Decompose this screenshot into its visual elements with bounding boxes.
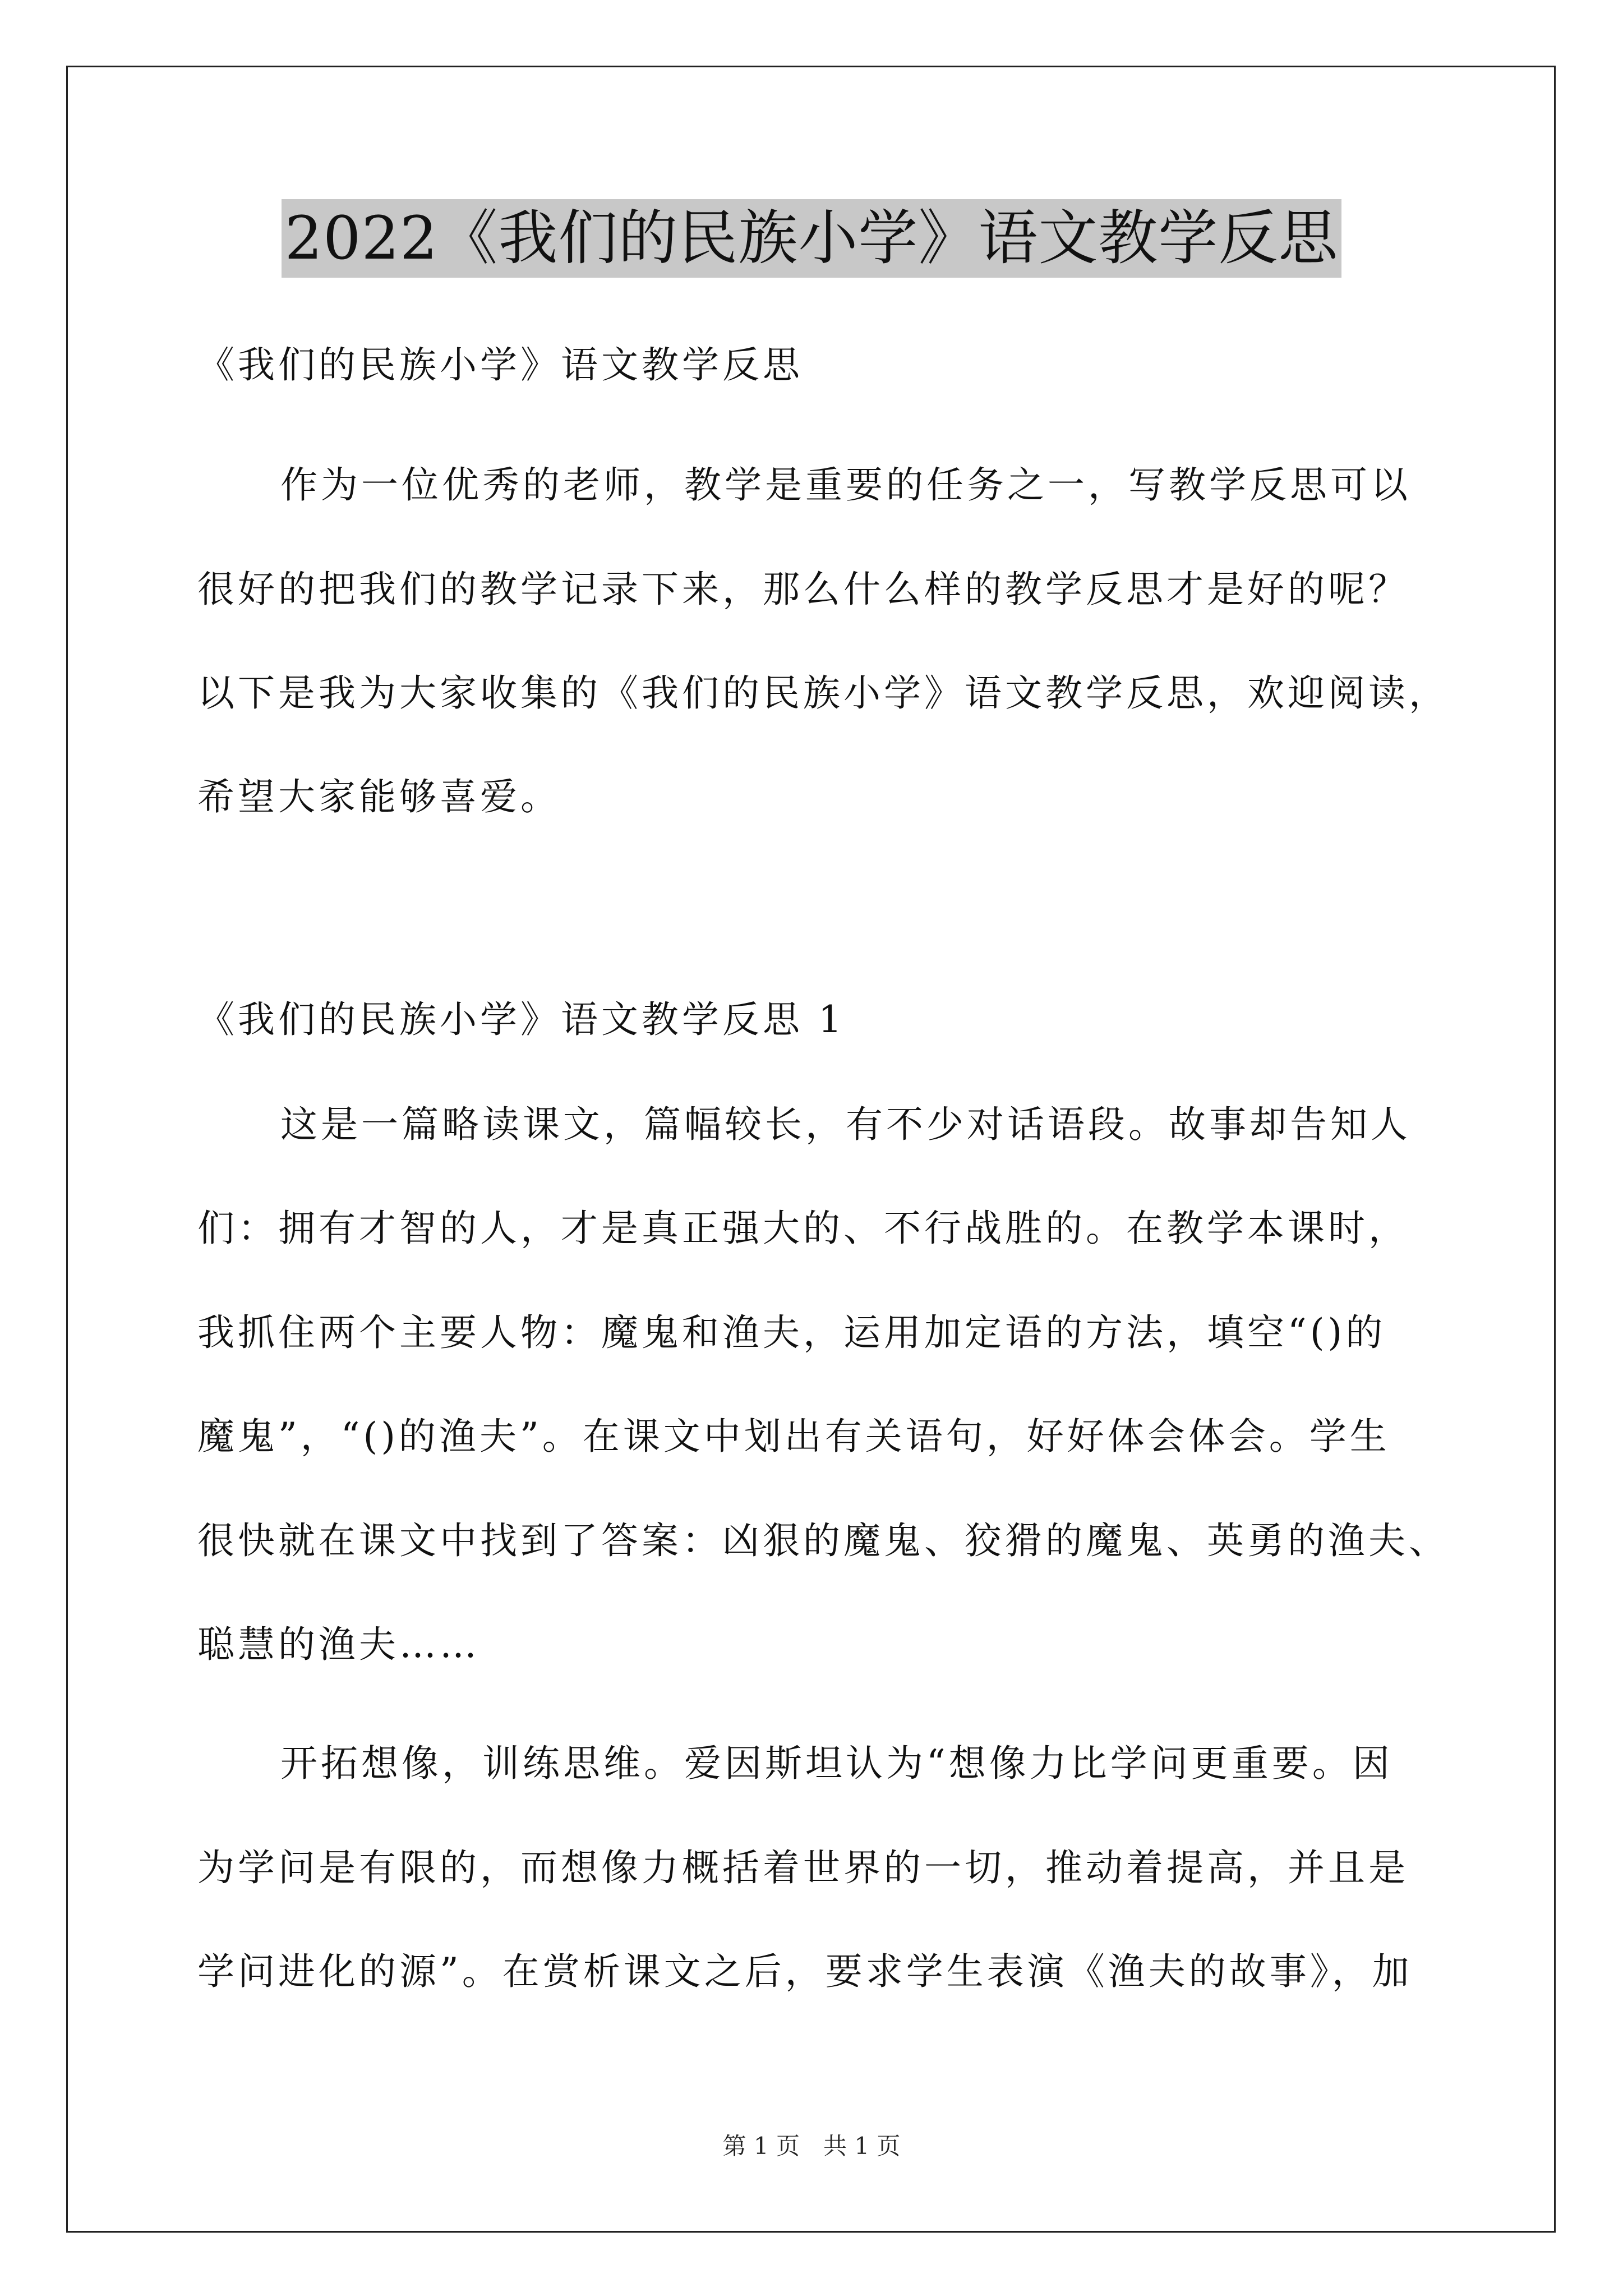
- paragraph-line: 这是一篇略读课文，篇幅较长，有不少对话语段。故事却告知人: [280, 1103, 1411, 1146]
- document-title: 2022《我们的民族小学》语文教学反思: [282, 199, 1342, 278]
- paragraph-line: 学问进化的源”。在赏析课文之后，要求学生表演《渔夫的故事》，加: [197, 1950, 1413, 1993]
- page-border: [66, 66, 1556, 2233]
- paragraph-line: 我抓住两个主要人物：魔鬼和渔夫，运用加定语的方法，填空“()的: [197, 1311, 1386, 1354]
- page-footer: 第 1 页 共 1 页: [722, 2132, 901, 2160]
- title-block: [0, 199, 1623, 278]
- paragraph-line: 魔鬼”，“()的渔夫”。在课文中划出有关语句，好好体会体会。学生: [197, 1415, 1390, 1458]
- subtitle-line: 《我们的民族小学》语文教学反思: [197, 343, 803, 386]
- paragraph-line: 很快就在课文中找到了答案：凶狠的魔鬼、狡猾的魔鬼、英勇的渔夫、: [197, 1519, 1449, 1562]
- paragraph-line: 们：拥有才智的人，才是真正强大的、不行战胜的。在教学本课时，: [197, 1207, 1409, 1250]
- paragraph-line: 作为一位优秀的老师，教学是重要的任务之一，写教学反思可以: [280, 463, 1411, 507]
- paragraph-line: 希望大家能够喜爱。: [197, 775, 561, 818]
- paragraph-line: 开拓想像，训练思维。爱因斯坦认为“想像力比学问更重要。因: [280, 1742, 1393, 1785]
- paragraph-line: 聪慧的渔夫……: [197, 1623, 480, 1666]
- paragraph-line: 很好的把我们的教学记录下来，那么什么样的教学反思才是好的呢？: [197, 568, 1409, 611]
- paragraph-line: 以下是我为大家收集的《我们的民族小学》语文教学反思，欢迎阅读，: [197, 671, 1449, 715]
- section-heading: 《我们的民族小学》语文教学反思 1: [197, 998, 845, 1041]
- paragraph-line: 为学问是有限的，而想像力概括着世界的一切，推动着提高，并且是: [197, 1846, 1409, 1889]
